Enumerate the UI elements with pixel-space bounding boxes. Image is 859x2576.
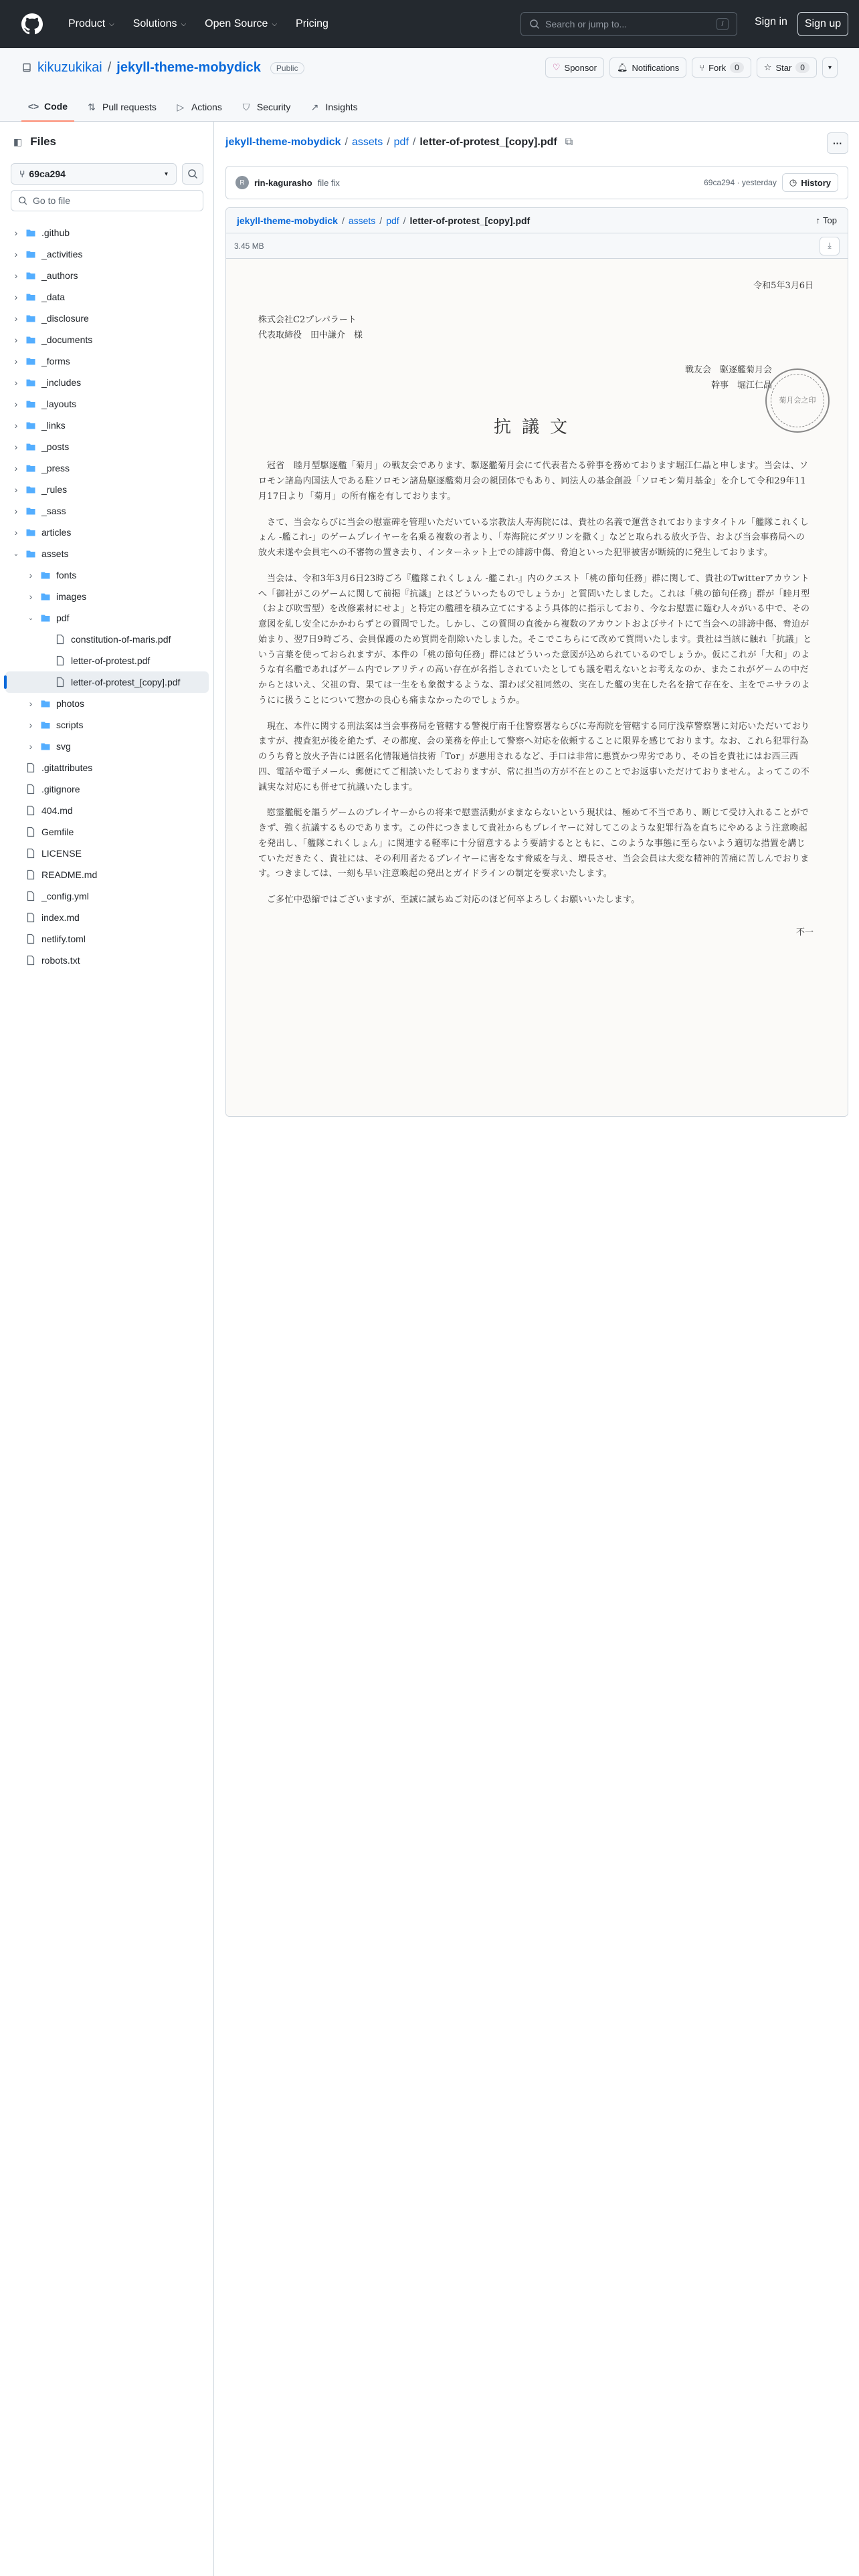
commit-message[interactable]: file fix — [317, 177, 340, 188]
sidebar-title: Files — [30, 135, 56, 148]
folder-icon — [25, 313, 36, 324]
tree-item-label: images — [56, 591, 87, 602]
tree-item-label: letter-of-protest_[copy].pdf — [71, 677, 181, 687]
latest-commit-bar — [225, 166, 848, 199]
tree-item-label: _forms — [41, 356, 70, 366]
visibility-badge: Public — [270, 62, 304, 74]
global-header — [0, 0, 859, 48]
tree-folder[interactable] — [5, 543, 209, 564]
tree-folder[interactable] — [5, 222, 209, 243]
letter-date: 令和5年3月6日 — [753, 281, 814, 291]
tree-folder[interactable] — [5, 393, 209, 415]
folder-icon — [25, 420, 36, 431]
download-icon: ⤓ — [828, 241, 832, 250]
tree-folder[interactable] — [5, 329, 209, 350]
letter-paragraph: さて、当会ならびに当会の慰霊碑を管理いただいている宗教法人寿海院には、貴社の名義で運営されておりますタイトル「艦隊これくしょん -艦これ-」のゲームプレイヤーを名乗る複数の者より、「寿海院にダツリンを撒く」などと取られる放火予告、および当会事務局への放火未遂や会員宅への不審物の置き去り、インターネット上での誹謗中傷、脅迫といった犯罪被害が断続的に発生しております。 — [258, 517, 809, 558]
fork-count: 0 — [730, 62, 744, 73]
repo-icon — [21, 63, 32, 74]
tree-folder[interactable] — [5, 308, 209, 329]
tree-file[interactable] — [5, 671, 209, 693]
letter-paragraph: 冠省 睦月型駆逐艦「菊月」の戦友会であります、駆逐艦菊月会にて代表者たる幹事を務めております堀江仁晶と申します。当会は、ソロモン諸島内国法人である駐ソロモン諸島駆逐艦菊月会の親団体でもあり、同法人の基金創設「ソロモン菊月基金」を介して令和29年11月17日より「菊月」の所有権を有しております。 — [258, 461, 809, 502]
tree-folder[interactable] — [5, 693, 209, 714]
tree-item-label: _config.yml — [41, 891, 89, 901]
chevron-down-icon[interactable]: ⌄ — [27, 614, 34, 622]
breadcrumb-separator: / — [387, 136, 390, 148]
folder-icon — [40, 591, 51, 602]
tree-item-label: constitution-of-maris.pdf — [71, 634, 171, 645]
go-to-file-input[interactable] — [11, 190, 203, 211]
folder-icon — [25, 527, 36, 538]
tree-item-label: netlify.toml — [41, 934, 86, 944]
tree-item-label: pdf — [56, 613, 70, 623]
tree-item-label: Gemfile — [41, 827, 74, 837]
search-icon — [18, 196, 27, 205]
tab-code[interactable]: <> Code — [21, 92, 74, 122]
sticky-filename: letter-of-protest_[copy].pdf — [409, 215, 531, 226]
tree-folder[interactable] — [5, 736, 209, 757]
chevron-right-icon[interactable]: › — [14, 506, 18, 516]
file-icon — [25, 848, 36, 859]
repo-slash: / — [107, 60, 112, 75]
file-search-button[interactable] — [182, 163, 203, 185]
tab-security[interactable]: ⛉ Security — [234, 92, 298, 122]
sign-in-link[interactable]: Sign in — [755, 16, 787, 27]
breadcrumb-separator: / — [345, 136, 348, 148]
tree-item-label: _documents — [41, 334, 93, 345]
folder-icon — [25, 334, 36, 345]
sender-organization: 戦友会 駆逐艦菊月会 — [684, 365, 772, 376]
commit-hash[interactable]: 69ca294 — [704, 178, 735, 187]
chevron-right-icon[interactable]: › — [29, 591, 33, 602]
branch-icon: ⑂ — [19, 169, 25, 179]
download-button[interactable] — [820, 237, 840, 255]
repo-name-link[interactable]: jekyll-theme-mobydick — [116, 60, 261, 75]
letter-closing: 不一 — [795, 927, 814, 938]
tree-folder[interactable] — [5, 564, 209, 586]
folder-icon — [25, 356, 36, 366]
chevron-right-icon[interactable]: › — [14, 484, 18, 495]
tree-item-label: fonts — [56, 570, 77, 580]
tree-folder[interactable] — [5, 265, 209, 286]
tree-folder[interactable] — [5, 500, 209, 522]
tab-pull-requests[interactable]: ⇅ Pull requests — [80, 92, 163, 122]
folder-open-icon — [40, 613, 51, 623]
breadcrumb-separator: / — [412, 136, 416, 148]
chevron-right-icon[interactable]: › — [14, 313, 18, 324]
tree-item-label: 404.md — [41, 805, 73, 816]
chevron-down-icon: ▾ — [164, 170, 168, 178]
commit-time: yesterday — [741, 178, 777, 187]
file-size: 3.45 MB — [234, 241, 264, 251]
addressee-company: 株式会社C2プレパラート — [258, 314, 357, 325]
github-logo-icon[interactable] — [21, 13, 43, 35]
breadcrumb — [225, 136, 573, 148]
file-icon — [25, 891, 36, 901]
tree-item-label: _posts — [41, 441, 70, 452]
breadcrumb-separator: / — [379, 215, 383, 226]
graph-icon: ↗ — [310, 101, 319, 112]
shield-icon: ⛉ — [242, 101, 250, 112]
folder-icon — [25, 377, 36, 388]
tree-item-label: _activities — [41, 249, 83, 259]
file-sticky-header — [226, 208, 848, 233]
notifications-button[interactable]: 🔔︎ Notifications — [609, 58, 686, 78]
chevron-right-icon[interactable]: › — [29, 570, 33, 580]
folder-icon — [25, 399, 36, 409]
tree-item-label: _authors — [41, 270, 78, 281]
file-icon — [25, 869, 36, 880]
official-seal — [765, 368, 830, 433]
tree-file[interactable] — [5, 821, 209, 843]
file-icon — [25, 762, 36, 773]
sticky-breadcrumb-pdf[interactable]: pdf — [386, 215, 399, 226]
chevron-right-icon[interactable]: › — [14, 270, 18, 281]
file-icon — [55, 677, 66, 687]
nav-pricing[interactable]: Pricing — [296, 18, 328, 29]
tree-file[interactable] — [5, 843, 209, 864]
tree-file[interactable] — [5, 800, 209, 821]
chevron-right-icon[interactable]: › — [14, 334, 18, 345]
tree-folder[interactable] — [5, 436, 209, 457]
search-icon — [187, 169, 198, 179]
chevron-down-icon: ⌵ — [181, 20, 187, 28]
tree-folder[interactable] — [5, 415, 209, 436]
tree-file[interactable] — [5, 778, 209, 800]
letter-title: 抗議文 — [493, 417, 578, 437]
repo-tabs — [21, 92, 365, 122]
chevron-right-icon[interactable]: › — [14, 463, 18, 473]
top-nav — [68, 18, 328, 30]
file-viewer — [225, 207, 848, 1117]
star-dropdown-button[interactable] — [822, 58, 838, 78]
tree-folder[interactable] — [5, 286, 209, 308]
folder-icon — [25, 484, 36, 495]
nav-product[interactable]: Product ⌵ — [68, 18, 114, 29]
sign-up-button[interactable]: Sign up — [797, 12, 848, 36]
avatar[interactable]: R — [235, 176, 249, 189]
chevron-right-icon[interactable]: › — [14, 356, 18, 366]
tree-item-label: index.md — [41, 912, 80, 923]
fork-icon: ⑂ — [699, 62, 705, 73]
breadcrumb-assets[interactable]: assets — [351, 136, 383, 148]
kebab-horizontal-icon: ··· — [833, 138, 842, 148]
file-icon — [25, 827, 36, 837]
chevron-right-icon[interactable]: › — [14, 399, 18, 409]
folder-icon — [25, 270, 36, 281]
breadcrumb-pdf[interactable]: pdf — [393, 136, 409, 148]
file-tree — [5, 222, 209, 971]
tree-folder[interactable] — [5, 714, 209, 736]
history-icon: ◷ — [789, 177, 797, 187]
letter-paragraph: ご多忙中恐縮ではございますが、至誠に誠ちぬご対応のほど何卒よろしくお願いいたします。 — [267, 895, 640, 905]
tree-item-label: .github — [41, 227, 70, 238]
code-icon: <> — [27, 101, 39, 112]
chevron-down-icon: ▾ — [828, 64, 832, 72]
folder-icon — [25, 227, 36, 238]
fork-button[interactable]: ⑂ Fork 0 — [692, 58, 751, 78]
folder-icon — [40, 720, 51, 730]
tree-folder[interactable] — [5, 607, 209, 629]
chevron-right-icon[interactable]: › — [14, 249, 18, 259]
branch-name: 69ca294 — [29, 169, 66, 179]
branch-selector[interactable] — [11, 163, 177, 185]
tree-file[interactable] — [5, 757, 209, 778]
tree-item-label: .gitignore — [41, 784, 80, 794]
folder-icon — [25, 463, 36, 473]
tree-file[interactable] — [5, 950, 209, 971]
tree-item-label: _disclosure — [41, 313, 89, 324]
letter-paragraph: 現在、本件に関する刑法案は当会事務局を管轄する警視庁南千住警察署ならびに寿海院を管轄する同庁浅草警察署に対応いただいておりますが、捜査犯が後を絶たず、その都度、会の業務を停止して警察へ対応を依頼することに限界を感じております。なお、これら犯罪行為のうち脅と放火予告には匿名化情報通信技術「Tor」が悪用されるなど、手口は非常に悪質かつ卑劣であり、その旨を貴社にはお西三西四、電話や電子メール、郵便にてご相談いたしておりますが、常に担当の方が不在とのことでお返事いただけておりません。よってこの不誠実な対応にも併せて抗議いたします。 — [258, 721, 810, 792]
copy-icon[interactable]: ⧉ — [565, 136, 573, 148]
pull-request-icon: ⇅ — [88, 101, 96, 112]
file-icon — [25, 934, 36, 944]
chevron-down-icon: ⌵ — [109, 20, 114, 28]
play-icon: ▷ — [177, 101, 185, 112]
star-icon: ☆ — [763, 62, 772, 72]
tab-insights[interactable]: ↗ Insights — [302, 92, 364, 122]
sticky-breadcrumb-assets[interactable]: assets — [348, 215, 376, 226]
chevron-right-icon[interactable]: › — [14, 377, 18, 388]
sender-person: 幹事 堀江仁晶 — [710, 381, 772, 391]
folder-icon — [40, 741, 51, 752]
repo-title — [21, 60, 304, 76]
tree-item-label: _layouts — [41, 399, 77, 409]
tree-folder[interactable] — [5, 522, 209, 543]
file-icon — [55, 655, 66, 666]
chevron-right-icon[interactable]: › — [14, 227, 18, 238]
tree-item-label: assets — [41, 548, 69, 559]
pdf-preview[interactable] — [226, 259, 848, 1117]
tree-item-label: svg — [56, 741, 71, 752]
seal-text: 菊月会之印 — [771, 374, 824, 427]
breadcrumb-separator: / — [403, 215, 406, 226]
star-button[interactable]: ☆ Star 0 — [757, 58, 817, 78]
breadcrumb-repo[interactable]: jekyll-theme-mobydick — [225, 136, 341, 148]
folder-icon — [25, 441, 36, 452]
tree-item-label: _press — [41, 463, 70, 473]
tree-item-label: scripts — [56, 720, 84, 730]
tree-folder[interactable] — [5, 243, 209, 265]
breadcrumb-filename: letter-of-protest_[copy].pdf — [419, 136, 557, 148]
tree-file[interactable] — [5, 629, 209, 650]
folder-icon — [40, 698, 51, 709]
tree-file[interactable] — [5, 650, 209, 671]
tree-item-label: _includes — [41, 377, 82, 388]
chevron-down-icon[interactable]: ⌄ — [13, 550, 19, 558]
letter-paragraph: 当会は、令和3年3月6日23時ごろ『艦隊これくしょん -艦これ-』内のクエスト「桃の節句任務」群に関して、貴社のTwitterアカウントへ「御社がこのゲームに関して前掲『抗議』とはどういったものでしょうか」と質問いたしました。これは「桃の節句任務」群が「睦月型（および吹雪型）を改修素材にせよ」と特定の艦種を積み立てにするよう具体的に指示しており、今なお慰霊に臨む人々がいる中で、その意図を糺し安全にかかわらずとの質問でした。しかし、この質問の直後から複数のアカウントおよびサイトにて当会への誹謗中傷、脅迫が始まり、翌7日9時ごろ、会員保護のため質問を削除いたしました。そこでこちらにて改めて質問いたします。貴社は当該に触れ「抗議」という言葉を使っておられますが、本件の「桃の節句任務」群にはどういった意図が込められているのでしょうか。仮にこれが「大和」のような有名艦であればゲーム内でレアリティの高い存在が名指しされていたとしても議を唱えないとお考えなのか、またこれがゲームの中だからとはいえ、父祖の背、果ては一生をも象徴するような、謂わば父祖同然の、実在した艦の実在した名を捨て存在を、主をでニサラのようにに扱うことについて惣かの良心も痛まなかったのでしょうか。 — [258, 573, 812, 706]
arrow-up-icon: ↑ — [816, 215, 821, 225]
chevron-right-icon[interactable]: › — [29, 741, 33, 752]
sidebar-header — [13, 135, 56, 148]
folder-open-icon — [25, 548, 36, 559]
go-to-file-placeholder: Go to file — [33, 195, 71, 206]
tree-file[interactable] — [5, 885, 209, 907]
addressee-person: 代表取締役 田中謙介 様 — [258, 330, 363, 340]
bell-icon: 🔔︎ — [616, 62, 628, 72]
repo-owner-link[interactable]: kikuzukikai — [37, 60, 102, 75]
chevron-right-icon[interactable]: › — [14, 292, 18, 302]
chevron-right-icon[interactable]: › — [29, 720, 33, 730]
tree-file[interactable] — [5, 864, 209, 885]
tree-folder[interactable] — [5, 479, 209, 500]
search-placeholder: Search or jump to... — [545, 19, 628, 29]
folder-icon — [25, 292, 36, 302]
tree-item-label: robots.txt — [41, 955, 80, 966]
more-options-button[interactable] — [827, 132, 848, 154]
folder-icon — [40, 570, 51, 580]
tree-item-label: README.md — [41, 869, 98, 880]
letter-paragraph: 慰霊艦艇を謳うゲームのプレイヤーからの将来で慰霊活動がままならないという現状は、極めて不当であり、断じて受け入れることができず、強く抗議するものであります。この件につきまして貴社からもプレイヤーに対してこのような犯罪行為を直ちにやめるよう注意喚起を発出し、「艦隊これくしょん」に関連する軽率に十分留意するよう要請するとともに、このような事態に至らないよう適切な措置を講じていただきたく、貴社には、その利用者たるプレイヤーに害をなす脅威を与え、増長させ、当会会員は大変な精神的苦痛に苦しんでおります。つきましては、一刻も早い注意喚起の発出とガイドラインの制定を要求いたします。 — [258, 808, 809, 879]
tree-item-label: _links — [41, 420, 66, 431]
chevron-right-icon[interactable]: › — [29, 698, 33, 709]
file-info-bar — [226, 233, 848, 259]
file-icon — [25, 912, 36, 923]
repo-header — [0, 48, 859, 122]
breadcrumb-separator: / — [341, 215, 345, 226]
tree-item-label: _sass — [41, 506, 66, 516]
chevron-right-icon[interactable]: › — [14, 527, 18, 538]
search-icon — [529, 19, 540, 29]
global-search[interactable] — [520, 12, 737, 36]
tree-folder[interactable] — [5, 350, 209, 372]
sticky-breadcrumb-repo[interactable]: jekyll-theme-mobydick — [237, 215, 338, 226]
tree-item-label: letter-of-protest.pdf — [71, 655, 151, 666]
tree-file[interactable] — [5, 907, 209, 928]
folder-icon — [25, 506, 36, 516]
chevron-right-icon[interactable]: › — [14, 441, 18, 452]
heart-icon: ♡ — [552, 62, 561, 72]
tree-item-label: _rules — [41, 484, 68, 495]
tree-folder[interactable] — [5, 586, 209, 607]
file-icon — [25, 955, 36, 966]
tree-item-label: .gitattributes — [41, 762, 93, 773]
chevron-down-icon: ⌵ — [272, 20, 278, 28]
letter-sender — [258, 363, 772, 394]
commit-meta: 69ca294 · yesterday — [704, 178, 777, 187]
tree-file[interactable] — [5, 928, 209, 950]
file-icon — [55, 634, 66, 645]
tab-actions[interactable]: ▷ Actions — [169, 92, 229, 122]
file-icon — [25, 805, 36, 816]
tree-item-label: articles — [41, 527, 72, 538]
history-button[interactable]: ◷ History — [782, 173, 838, 192]
tree-item-label: LICENSE — [41, 848, 82, 859]
folder-icon — [25, 249, 36, 259]
repo-actions — [545, 58, 838, 78]
file-icon — [25, 784, 36, 794]
chevron-right-icon[interactable]: › — [14, 420, 18, 431]
search-shortcut: / — [717, 18, 729, 30]
sponsor-button[interactable]: ♡ Sponsor — [545, 58, 604, 78]
tree-item-label: photos — [56, 698, 85, 709]
nav-solutions[interactable]: Solutions ⌵ — [132, 18, 187, 29]
file-tree-sidebar — [0, 122, 214, 2576]
tree-folder[interactable] — [5, 372, 209, 393]
top-button[interactable]: ↑ Top — [816, 215, 837, 225]
tree-folder[interactable] — [5, 457, 209, 479]
tree-item-label: _data — [41, 292, 66, 302]
commit-author[interactable]: rin-kagurasho — [254, 177, 312, 188]
nav-open-source[interactable]: Open Source ⌵ — [205, 18, 278, 29]
star-count: 0 — [795, 62, 809, 73]
pdf-page — [258, 279, 814, 941]
sidebar-collapse-icon[interactable]: ◧ — [13, 136, 23, 147]
letter-addressee — [258, 313, 814, 344]
